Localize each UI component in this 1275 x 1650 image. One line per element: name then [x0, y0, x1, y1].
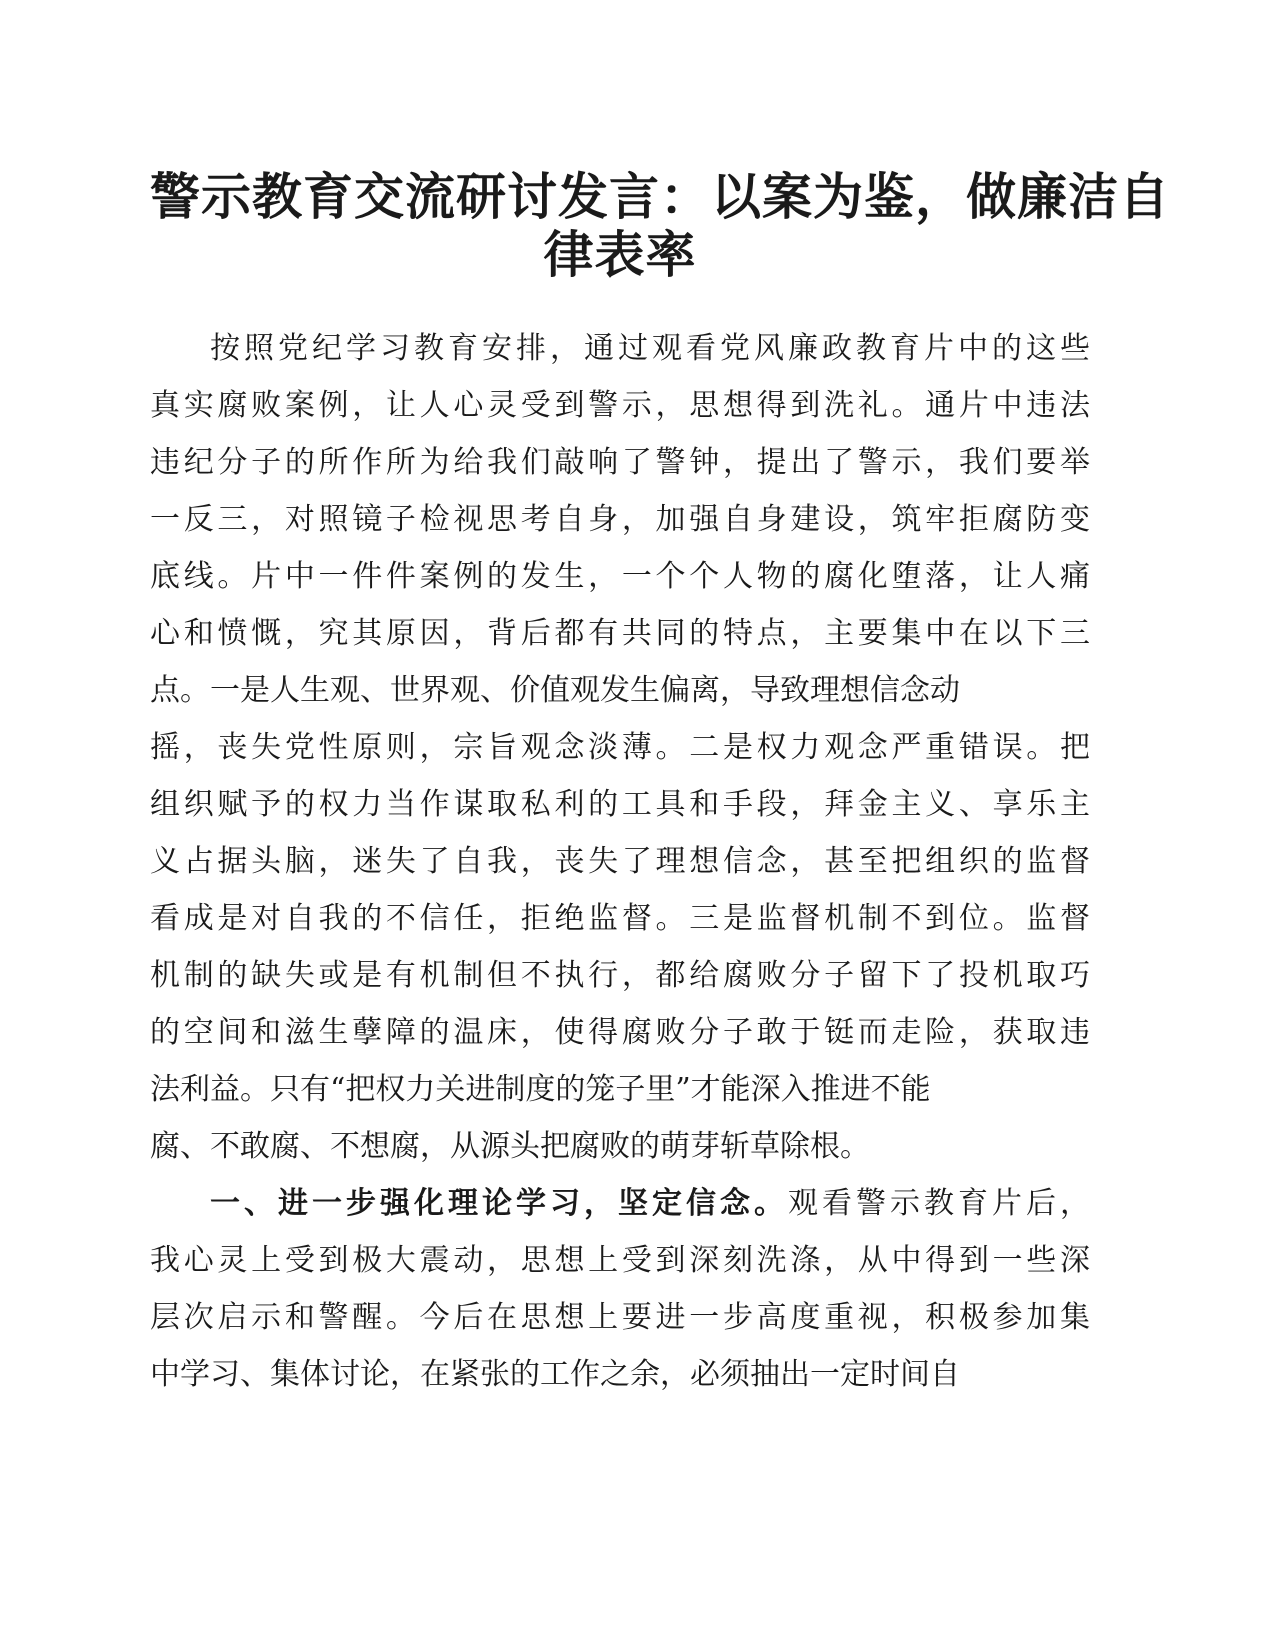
- paragraph-text: 观看警示教育片后，: [788, 1186, 1090, 1221]
- paragraph-line: 中学习、集体讨论，在紧张的工作之余，必须抽出一定时间自: [150, 1357, 960, 1392]
- paragraph-line: [150, 1175, 1090, 1232]
- paragraph-line: 的空间和滋生孽障的温床，使得腐败分子敢于铤而走险，获取违: [150, 1015, 1090, 1050]
- section-heading: 一、进一步强化理论学习，坚定信念。: [210, 1186, 788, 1221]
- paragraph-line: 组织赋予的权力当作谋取私利的工具和手段，拜金主义、享乐主: [150, 787, 1090, 822]
- paragraph-1: [150, 320, 1090, 1175]
- paragraph-line: 机制的缺失或是有机制但不执行，都给腐败分子留下了投机取巧: [150, 958, 1090, 993]
- paragraph-line: 腐、不敢腐、不想腐，从源头把腐败的萌芽斩草除根。: [150, 1129, 870, 1164]
- paragraph-line: 按照党纪学习教育安排，通过观看党风廉政教育片中的这些: [210, 331, 1090, 366]
- document-body: [150, 320, 1090, 1403]
- paragraph-line: 义占据头脑，迷失了自我，丧失了理想信念，甚至把组织的监督: [150, 844, 1090, 879]
- paragraph-line: 点。一是人生观、世界观、价值观发生偏离，导致理想信念动: [150, 673, 960, 708]
- paragraph-line: 我心灵上受到极大震动，思想上受到深刻洗涤，从中得到一些深: [150, 1243, 1090, 1278]
- paragraph-line: 层次启示和警醒。今后在思想上要进一步高度重视，积极参加集: [150, 1300, 1090, 1335]
- paragraph-line: 底线。片中一件件案例的发生，一个个人物的腐化堕落，让人痛: [150, 559, 1090, 594]
- paragraph-line: 心和愤慨，究其原因，背后都有共同的特点，主要集中在以下三: [150, 616, 1090, 651]
- document-title: [150, 167, 1170, 284]
- title-line-2: 律表率: [543, 225, 697, 284]
- paragraph-line: 摇，丧失党性原则，宗旨观念淡薄。二是权力观念严重错误。把: [150, 730, 1090, 765]
- title-line-1: 警示教育交流研讨发言：以案为鉴，做廉洁自: [150, 167, 1170, 226]
- paragraph-line: 看成是对自我的不信任，拒绝监督。三是监督机制不到位。监督: [150, 901, 1090, 936]
- paragraph-2: [150, 1175, 1090, 1403]
- paragraph-line: 违纪分子的所作所为给我们敲响了警钟，提出了警示，我们要举: [150, 445, 1090, 480]
- paragraph-line: 真实腐败案例，让人心灵受到警示，思想得到洗礼。通片中违法: [150, 388, 1090, 423]
- paragraph-line: 法利益。只有“把权力关进制度的笼子里”才能深入推进不能: [150, 1072, 931, 1107]
- paragraph-line: 一反三，对照镜子检视思考自身，加强自身建设，筑牢拒腐防变: [150, 502, 1090, 537]
